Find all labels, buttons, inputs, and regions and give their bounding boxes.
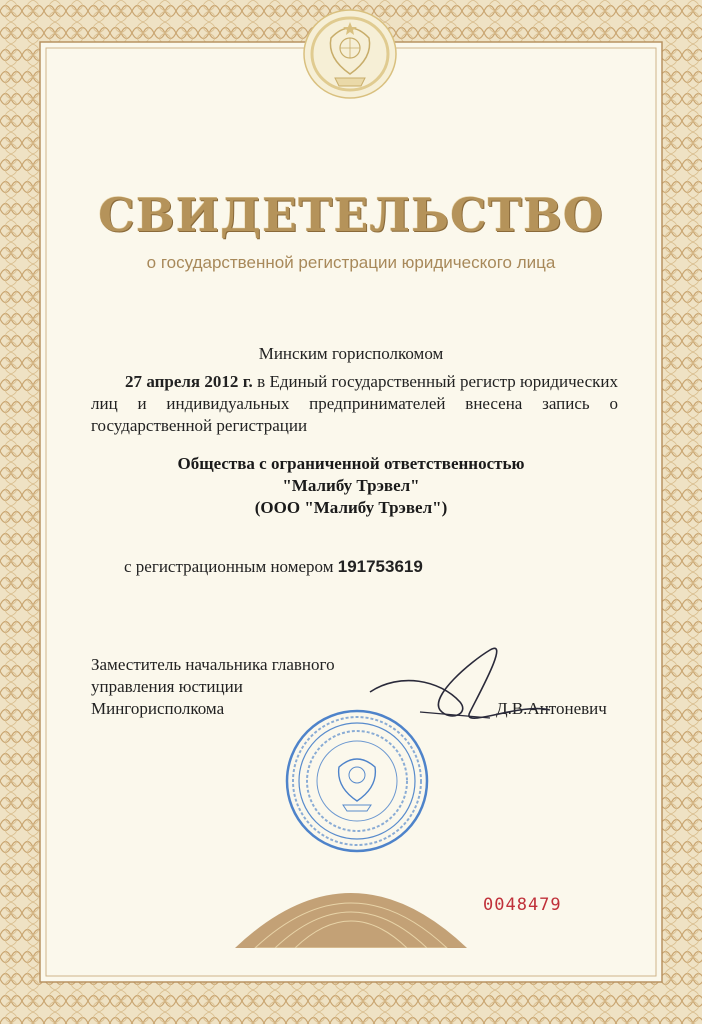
- registration-number-line: [124, 556, 423, 578]
- signer-title-line3: Мингорисполкома: [91, 699, 225, 718]
- registration-date: 27 апреля 2012 г.: [125, 372, 253, 391]
- signer-name: Д.В.Антоневич: [496, 699, 607, 718]
- registration-paragraph-text: в Единый государственный регистр юридических лиц и индивидуальных предпринимателей внесена запись о государственной регистрации: [91, 372, 619, 435]
- organization-name-block: [0, 453, 702, 519]
- handwritten-signature: [360, 632, 560, 742]
- bottom-ornament: [235, 848, 467, 948]
- registration-paragraph: [91, 371, 618, 437]
- signer-title-line1: Заместитель начальника главного: [91, 655, 335, 674]
- org-name-line3: (ООО "Малибу Трэвел"): [254, 498, 448, 517]
- org-name-line1: Общества с ограниченной ответственностью: [177, 454, 525, 473]
- issuer-line: Минским горисполкомом: [258, 344, 444, 363]
- reg-number: 191753619: [337, 557, 423, 576]
- certificate-title: СВИДЕТЕЛЬСТВО: [98, 188, 604, 242]
- org-name-line2: "Малибу Трэвел": [282, 476, 420, 495]
- certificate-subtitle: о государственной регистрации юридического лица: [146, 253, 556, 272]
- reg-number-prefix: с регистрационным номером: [124, 557, 334, 576]
- signer-title-line2: управления юстиции: [91, 677, 243, 696]
- serial-number: 0048479: [483, 895, 562, 915]
- coat-of-arms-emblem: [301, 8, 399, 100]
